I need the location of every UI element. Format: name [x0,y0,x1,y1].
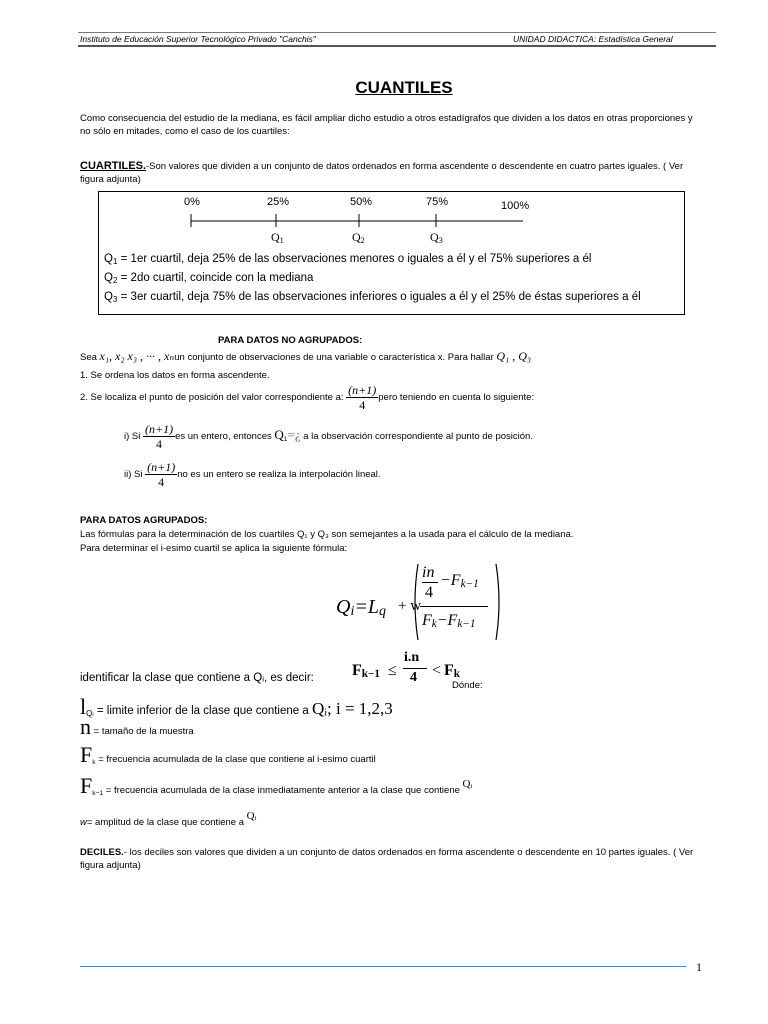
percent-75: 75% [426,196,449,208]
cuartiles-definition [80,160,700,186]
header-institution: Instituto de Educación Superior Tecnológico Privado "Canchis" [80,34,316,44]
quartile-figure [98,191,685,315]
q1-description: $Q_1 = 1er$ cuartil, deja 25% de las observaciones menores o iguales a él y el 75% superiores a él [104,253,592,266]
page-title: CUANTILES [355,78,453,97]
agrupados-line-2: Para determinar el i-esimo cuartil se aplica la siguiente fórmula: [80,543,348,554]
identify-class-text: identificar la clase que contiene a Qᵢ, es decir: [80,672,314,684]
cuartiles-text: -Son valores que dividen a un conjunto de datos ordenados en forma ascendente o descendente en cuatro partes iguales. ( Ver figura adjunta) [80,161,684,185]
q3-description: $Q_3 = 3er$ cuartil, deja 75% de las observaciones inferiores o iguales a él y el 25% de éstas superiores a él [104,291,641,304]
case-ii: ii) Si $\frac{(n+1)}{4}$ no es un entero se realiza la interpolación lineal. [124,460,381,489]
case-i: i) Si $\frac{(n+1)}{4}$ es un entero, entonces $Q_1=¿$ a la observación correspondiente al punto de posición. [124,422,533,451]
page-number: 1 [696,960,702,974]
q3-label: $Q_3$ [430,230,443,245]
formula-in: in [422,564,435,581]
def-fk-1: $F_{k-1}$ = frecuencia acumulada de la clase inmediatamente anterior a la clase que contiene Qᵢ [80,773,473,798]
cuartiles-term: CUARTILES. [80,160,146,172]
step-2: 2. Se localiza el punto de posición del valor correspondiente a: $\frac{(n+1)}{4}$ pero teniendo en cuenta lo siguiente: [80,383,535,412]
page-header [78,32,716,47]
q2-description: $Q_2 = 2do$ cuartil, coincide con la mediana [104,272,314,285]
def-n: n = tamaño de la muestra [80,714,194,739]
class-inequality: $F_{k-1}$ ≤ i.n 4 < $F_k$ [352,650,461,685]
step-1: 1. Se ordena los datos en forma ascendente. [80,370,270,381]
quartile-axis [99,192,684,252]
agrupados-heading: PARA DATOS AGRUPADOS: [80,515,208,526]
no-agrupados-heading: PARA DATOS NO AGRUPADOS: [218,335,363,346]
percent-50: 50% [350,196,373,208]
footer-rule [80,966,686,967]
deciles-definition: DECILES.- los deciles son valores que dividen a un conjunto de datos ordenados en forma ascendente o descendente en 10 partes iguales. ( Ver figura adjunta) [80,847,694,871]
donde-label: Dónde: [452,680,483,691]
quartile-formula: $Q_i=L_q$ + w in 4 $-F_{k-1}$ $F_k-F_{k-1}$ [336,560,506,644]
q2-label: $Q_2$ [352,230,365,245]
intro-paragraph: Como consecuencia del estudio de la mediana, es fácil ampliar dicho estudio a otros estadígrafos que dividen a los datos en otras proporciones y no sólo en mitades, como el caso de los cuartiles: [80,113,693,137]
def-fk: $F_k$ = frecuencia acumulada de la clase que contiene al i-esimo cuartil [80,742,376,767]
percent-100: 100% [501,200,530,212]
header-unit: UNIDAD DIDACTICA: Estadística General [513,34,673,44]
percent-25: 25% [267,196,290,208]
position-fraction: $\frac{(n+1)}{4}$ [348,383,377,412]
deciles-term: DECILES. [80,847,124,858]
def-w: w= amplitud de la clase que contiene a Qᵢ [80,810,257,828]
agrupados-line-1: Las fórmulas para la determinación de los cuartiles Q₁ y Q₃ son semejantes a la usada para el cálculo de la mediana. [80,529,574,540]
q1-label: $Q_1$ [271,230,284,245]
sea-line: Sea x₁, x₂ x₃ , ··· , xₙun conjunto de observaciones de una variable o característica x. Para hallar Q₁ , Q₃ [80,349,532,363]
percent-0: 0% [184,196,200,208]
def-lq: $l_{Qᵢ}$ = limite inferior de la clase que contiene a Qᵢ; i = 1,2,3 [80,694,393,719]
